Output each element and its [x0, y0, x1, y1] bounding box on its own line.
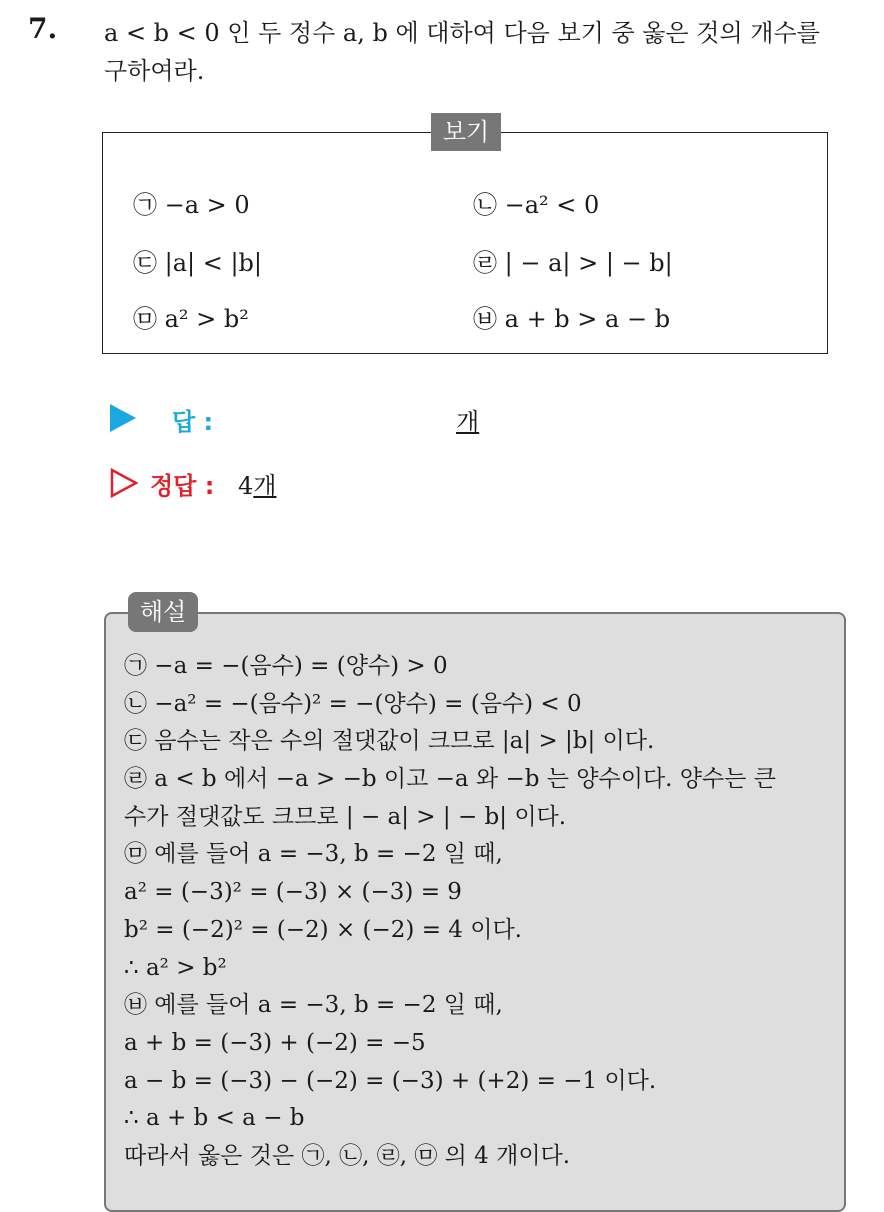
answer-label: 답 :: [172, 408, 214, 436]
answer-arrow-icon: [110, 404, 136, 432]
bogi-item-6: ㉥ a + b > a − b: [473, 305, 671, 333]
correct-answer: [238, 466, 276, 501]
explanation-line: ㉡ −a² = −(음수)² = −(양수) = (음수) < 0: [124, 690, 582, 717]
question-number: 7.: [28, 12, 58, 45]
correct-value: 4: [238, 472, 254, 500]
explanation-line: ∴ a + b < a − b: [124, 1105, 305, 1132]
bogi-box: [102, 118, 828, 354]
explanation-line: a − b = (−3) − (−2) = (−3) + (+2) = −1 이다.: [124, 1067, 657, 1094]
explanation-line: 수가 절댓값도 크므로 | − a| > | − b| 이다.: [124, 803, 567, 830]
explanation-line: 따라서 옳은 것은 ㉠, ㉡, ㉣, ㉤ 의 4 개이다.: [124, 1142, 571, 1169]
bogi-item-3: ㉢ |a| < |b|: [133, 249, 263, 277]
explanation-lines: [124, 648, 834, 1176]
explanation-line: ㉢ 음수는 작은 수의 절댓값이 크므로 |a| > |b| 이다.: [124, 728, 655, 755]
explanation-line: ㉤ 예를 들어 a = −3, b = −2 일 때,: [124, 841, 503, 868]
correct-label: 정답 :: [150, 472, 215, 500]
bogi-item-1: ㉠ −a > 0: [133, 191, 250, 219]
bogi-title: 보기: [431, 113, 501, 151]
explanation-line: ∴ a² > b²: [124, 954, 227, 981]
explanation-title: 해설: [128, 592, 198, 632]
correct-unit: 개: [253, 472, 277, 500]
bogi-item-5: ㉤ a² > b²: [133, 305, 249, 333]
explanation-line: b² = (−2)² = (−2) × (−2) = 4 이다.: [124, 916, 522, 943]
correct-arrow-icon: [110, 468, 138, 498]
explanation-line: a² = (−3)² = (−3) × (−3) = 9: [124, 879, 462, 906]
bogi-item-2: ㉡ −a² < 0: [473, 191, 600, 219]
explanation-line: ㉥ 예를 들어 a = −3, b = −2 일 때,: [124, 992, 503, 1019]
bogi-item-4: ㉣ | − a| > | − b|: [473, 249, 673, 277]
answer-unit[interactable]: 개: [456, 408, 480, 436]
explanation-line: a + b = (−3) + (−2) = −5: [124, 1029, 426, 1056]
explanation-line: ㉠ −a = −(음수) = (양수) > 0: [124, 653, 448, 679]
question-text: a < b < 0 인 두 정수 a, b 에 대하여 다음 보기 중 옳은 것의 개수를 구하여라.: [104, 19, 820, 85]
explanation-line: ㉣ a < b 에서 −a > −b 이고 −a 와 −b 는 양수이다. 양수는 큰: [124, 766, 776, 793]
